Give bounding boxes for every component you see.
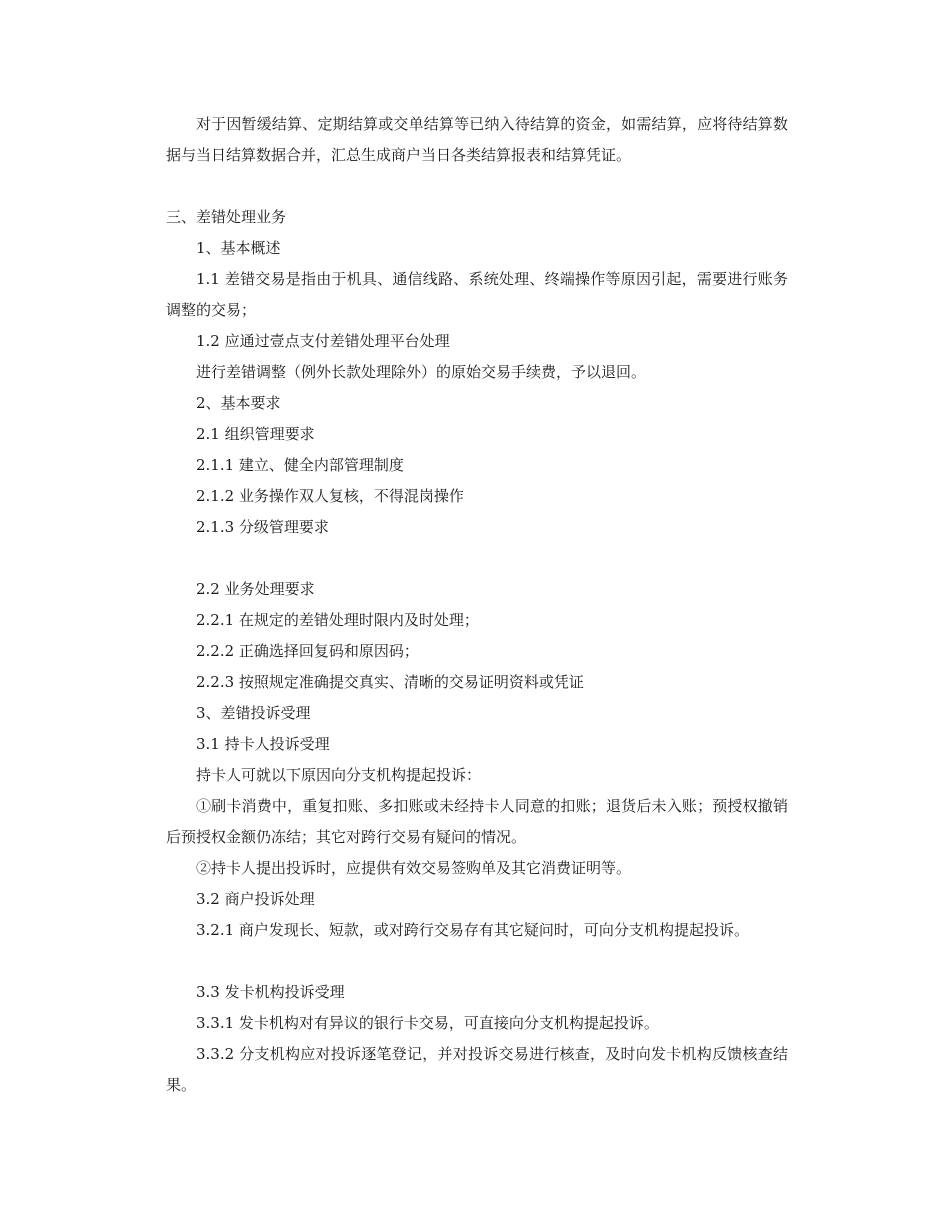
- paragraph-cardholder-reasons: 持卡人可就以下原因向分支机构提起投诉：: [196, 766, 482, 784]
- paragraph-2-1-3: 2.1.3 分级管理要求: [196, 518, 329, 536]
- blank-line: [166, 543, 788, 574]
- paragraph-3-3: 3.3 发卡机构投诉受理: [196, 983, 345, 1001]
- subheading-complaints: 3、差错投诉受理: [196, 704, 311, 722]
- section-heading-error-handling: 三、差错处理业务: [166, 208, 287, 226]
- paragraph-1-2: 1.2 应通过壹点支付差错处理平台处理: [196, 332, 450, 350]
- paragraph-2-1-2: 2.1.2 业务操作双人复核，不得混岗操作: [196, 487, 464, 505]
- paragraph-2-2-3: 2.2.3 按照规定准确提交真实、清晰的交易证明资料或凭证: [196, 673, 584, 691]
- paragraph-3-3-1: 3.3.1 发卡机构对有异议的银行卡交易，可直接向分支机构提起投诉。: [196, 1014, 659, 1032]
- paragraph-3-2: 3.2 商户投诉处理: [196, 890, 315, 908]
- paragraph-2-1-1: 2.1.1 建立、健全内部管理制度: [196, 456, 404, 474]
- paragraph-fee-refund: 进行差错调整（例外长款处理除外）的原始交易手续费，予以退回。: [196, 363, 647, 381]
- paragraph-3-2-1: 3.2.1 商户发现长、短款，或对跨行交易存有其它疑问时，可向分支机构提起投诉。: [196, 921, 749, 939]
- paragraph-2-2-2: 2.2.2 正确选择回复码和原因码；: [196, 642, 419, 660]
- blank-line: [166, 171, 788, 202]
- paragraph-3-3-2: 3.3.2 分支机构应对投诉逐笔登记，并对投诉交易进行核查，及时向发卡机构反馈核查结果。: [166, 1045, 788, 1094]
- subheading-overview: 1、基本概述: [196, 239, 281, 257]
- paragraph-1-1: 1.1 差错交易是指由于机具、通信线路、系统处理、终端操作等原因引起，需要进行账务调整的交易；: [166, 270, 788, 319]
- paragraph-reason-2: ②持卡人提出投诉时，应提供有效交易签购单及其它消费证明等。: [196, 859, 632, 877]
- document-body: [166, 109, 788, 1101]
- paragraph-pending-settlement: 对于因暂缓结算、定期结算或交单结算等已纳入待结算的资金，如需结算，应将待结算数据与当日结算数据合并，汇总生成商户当日各类结算报表和结算凭证。: [166, 115, 788, 164]
- paragraph-2-2-1: 2.2.1 在规定的差错处理时限内及时处理；: [196, 611, 479, 629]
- blank-line: [166, 946, 788, 977]
- paragraph-2-2: 2.2 业务处理要求: [196, 580, 315, 598]
- paragraph-3-1: 3.1 持卡人投诉受理: [196, 735, 330, 753]
- paragraph-reason-1: ①刷卡消费中，重复扣账、多扣账或未经持卡人同意的扣账；退货后未入账；预授权撤销后预授权金额仍冻结；其它对跨行交易有疑问的情况。: [166, 797, 788, 846]
- subheading-basic-requirements: 2、基本要求: [196, 394, 281, 412]
- paragraph-2-1: 2.1 组织管理要求: [196, 425, 315, 443]
